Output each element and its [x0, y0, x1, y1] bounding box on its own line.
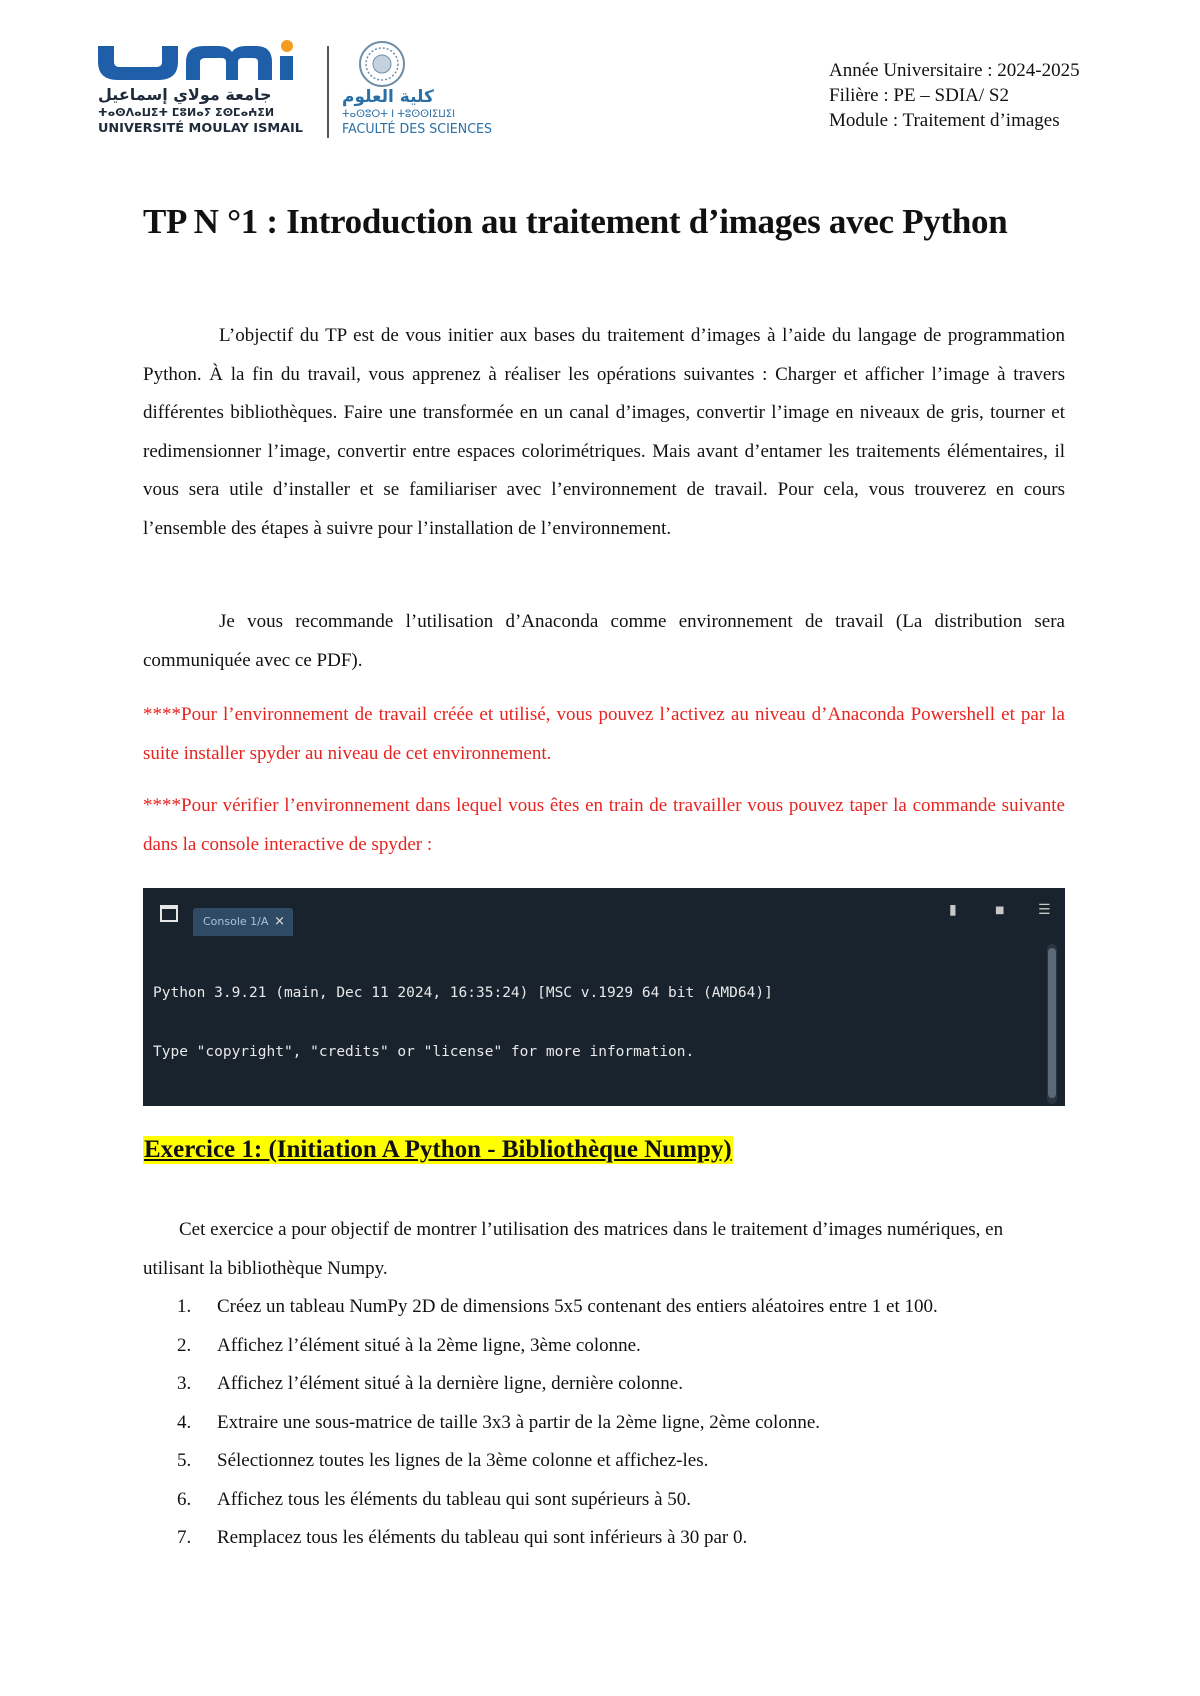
list-item: 7. Remplacez tous les éléments du tableau qui sont inférieurs à 30 par 0.	[177, 1527, 748, 1548]
copy-icon: ▮	[949, 902, 957, 918]
spyder-console-screenshot	[143, 888, 1065, 1106]
course-meta	[829, 58, 1080, 133]
menu-icon: ☰	[1038, 902, 1051, 918]
exercise-list	[143, 1288, 1065, 1558]
console-output	[153, 945, 1033, 1106]
note-verify: ****Pour vérifier l’environnement dans lequel vous êtes en train de travailler vous pouvez taper la commande suivante dans la console interactive de spyder :	[143, 795, 1065, 855]
list-item: 6. Affichez tous les éléments du tableau qui sont supérieurs à 50.	[177, 1488, 691, 1510]
console-toolbar	[143, 888, 1065, 940]
exercise-title: Exercice 1: (Initiation A Python - Bibliothèque Numpy)	[144, 1136, 732, 1163]
close-icon: ×	[274, 914, 285, 929]
note-environment: ****Pour l’environnement de travail créée et utilisé, vous pouvez l’activez au niveau d’Anaconda Powershell et par la suite installer spyder au niveau de cet environnement.	[143, 704, 1065, 764]
universite-moulay-ismail-logo	[96, 40, 306, 140]
module: Module : Traitement d’images	[829, 110, 1060, 131]
window-icon	[160, 905, 178, 922]
list-item: 1. Créez un tableau NumPy 2D de dimensions 5x5 contenant des entiers aléatoires entre 1 et 100.	[177, 1296, 938, 1317]
svg-text:جامعة مولاي إسماعيل: جامعة مولاي إسماعيل	[98, 85, 272, 104]
faculty-seal-icon	[360, 42, 404, 86]
page-header	[0, 0, 1200, 150]
academic-year: Année Universitaire : 2024-2025	[829, 60, 1080, 81]
intro-paragraph: L’objectif du TP est de vous initier aux bases du traitement d’images à l’aide du langage de programmation Python. À la fin du travail, vous apprenez à réaliser les opérations suivantes : Charger et afficher l’image à travers différentes bibliothèques. Faire une transformée en un canal d’images, convertir l’image en niveaux de gris, tourner et redimensionner l’image, convertir entre espaces colorimétriques. Mais avant d’entamer les traitements élémentaires, il vous sera utile d’installer et se familiariser avec l’environnement de travail. Pour cela, vous trouverez en cours l’ensemble des étapes à suivre pour l’installation de l’environnement.	[143, 325, 1065, 539]
list-item: 5. Sélectionnez toutes les lignes de la 3ème colonne et affichez-les.	[177, 1450, 709, 1471]
list-item: 4. Extraire une sous-matrice de taille 3x3 à partir de la 2ème ligne, 2ème colonne.	[177, 1411, 821, 1433]
page-title: TP N °1 : Introduction au traitement d’images avec Python	[143, 202, 1008, 241]
console-tab	[193, 908, 293, 936]
console-line: Python 3.9.21 (main, Dec 11 2024, 16:35:24) [MSC v.1929 64 bit (AMD64)]	[153, 985, 773, 1001]
program: Filière : PE – SDIA/ S2	[829, 85, 1009, 106]
stop-icon: ■	[995, 905, 1005, 916]
exercise-intro: Cet exercice a pour objectif de montrer l’utilisation des matrices dans le traitement d’images numériques, en utilisant la bibliothèque Numpy.	[143, 1219, 1004, 1279]
recommendation-paragraph: Je vous recommande l’utilisation d’Anaconda comme environnement de travail (La distribution sera communiquée avec ce PDF).	[143, 611, 1065, 671]
logo-separator	[327, 46, 329, 138]
console-blank-line	[153, 1101, 1033, 1106]
svg-text:UNIVERSITÉ MOULAY ISMAIL: UNIVERSITÉ MOULAY ISMAIL	[98, 121, 290, 135]
list-item: 2. Affichez l’élément situé à la 2ème ligne, 3ème colonne.	[177, 1334, 641, 1356]
svg-text:ⵜⴰⵙⴷⴰⵡⵉⵜ ⵎⵓⵍⴰⵢ ⵉⵙⵎⴰⵄⵉⵍ: ⵜⴰⵙⴷⴰⵡⵉⵜ ⵎⵓⵍⴰⵢ ⵉⵙⵎⴰⵄⵉⵍ	[98, 106, 275, 119]
console-line: Type "copyright", "credits" or "license" for more information.	[153, 1043, 695, 1060]
console-scroll-thumb	[1048, 948, 1056, 1098]
svg-text:FACULTÉ DES SCIENCES: FACULTÉ DES SCIENCES	[342, 122, 497, 137]
faculte-des-sciences-logo	[340, 40, 510, 140]
svg-text:ⵜⴰⵙⵓⵔⵜ ⵏ ⵜⵓⵙⵙⵏⵉⵡⵉⵏ: ⵜⴰⵙⵓⵔⵜ ⵏ ⵜⵓⵙⵙⵏⵉⵡⵉⵏ	[342, 109, 456, 120]
console-tab-label: Console 1/A	[203, 915, 269, 928]
svg-text:كلية العلوم: كلية العلوم	[342, 87, 434, 107]
list-item: 3. Affichez l’élément situé à la dernière ligne, dernière colonne.	[177, 1373, 683, 1394]
